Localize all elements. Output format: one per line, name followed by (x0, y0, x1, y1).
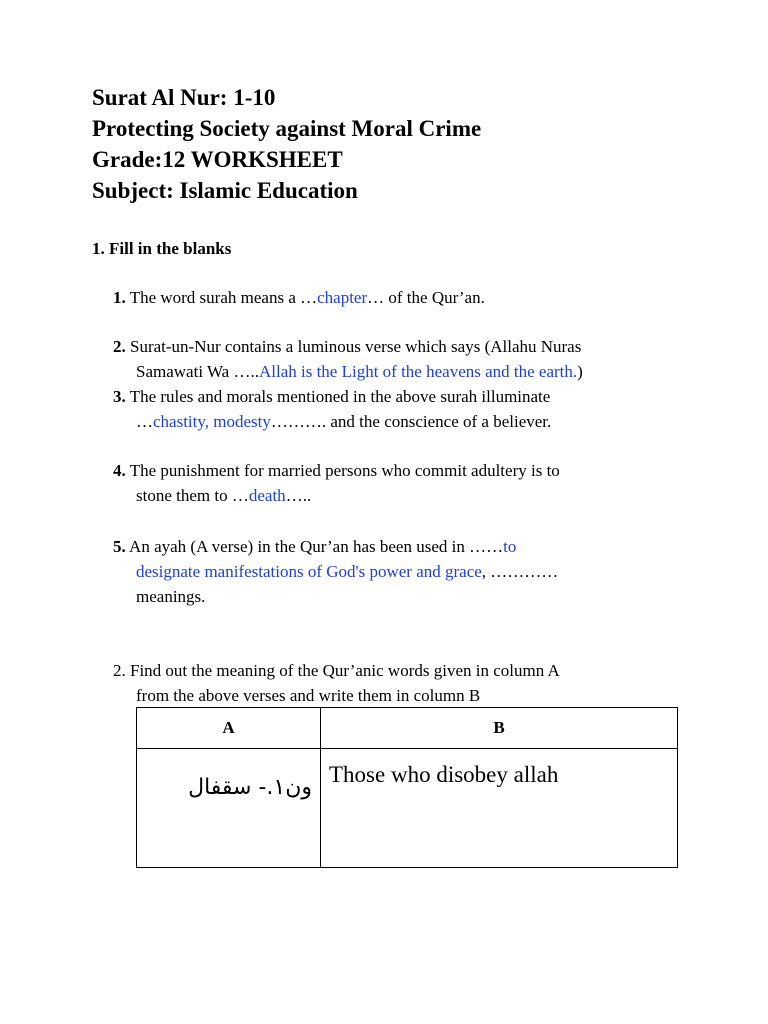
answer-text: chastity, modesty (153, 412, 271, 431)
question-text: ) (577, 362, 583, 381)
section-2-instructions (113, 658, 560, 708)
matching-table (136, 707, 678, 868)
question-2 (113, 334, 673, 384)
question-text: Surat-un-Nur contains a luminous verse which says (Allahu Nuras (125, 337, 582, 356)
question-number: 2. (113, 337, 126, 356)
section-2-line: 2. Find out the meaning of the Qur’anic words given in column A (113, 661, 560, 680)
question-text: The punishment for married persons who commit adultery is to (125, 461, 560, 480)
question-text: … (136, 412, 153, 431)
arabic-word: ون١.- سقفال (188, 775, 312, 800)
question-5 (113, 534, 673, 609)
answer-text: chapter (317, 288, 368, 307)
title-block (92, 82, 481, 206)
title-subject: Subject: Islamic Education (92, 178, 358, 203)
answer-text: Allah is the Light of the heavens and the earth. (258, 362, 578, 381)
question-number: 3. (113, 387, 126, 406)
question-text: , ………… (481, 562, 559, 581)
column-b-cell (321, 749, 678, 868)
question-3 (113, 384, 673, 434)
column-a-header: A (137, 708, 321, 749)
question-text: stone them to … (136, 486, 249, 505)
column-a-cell (137, 749, 321, 868)
answer-text: designate manifestations of God's power and grace (136, 562, 482, 581)
section-2-line: from the above verses and write them in column B (136, 686, 481, 705)
question-text: ….. (285, 486, 312, 505)
question-number: 4. (113, 461, 126, 480)
table-header-row (137, 708, 678, 749)
title-grade: Grade:12 WORKSHEET (92, 147, 343, 172)
question-4 (113, 458, 673, 508)
question-text: … of the Qur’an. (367, 288, 485, 307)
answer-text: death (248, 486, 286, 505)
question-text: Samawati Wa ….. (136, 362, 259, 381)
title-surah: Surat Al Nur: 1-10 (92, 85, 276, 110)
table-row (137, 749, 678, 868)
question-1 (113, 285, 673, 310)
question-text: meanings. (136, 587, 206, 606)
question-text: An ayah (A verse) in the Qur’an has been used in …… (125, 537, 504, 556)
question-text: The word surah means a … (125, 288, 318, 307)
title-topic: Protecting Society against Moral Crime (92, 116, 482, 141)
meaning-text: Those who disobey allah (329, 762, 559, 787)
question-text: ………. and the conscience of a believer. (270, 412, 552, 431)
question-number: 1. (113, 288, 126, 307)
answer-text: to (503, 537, 517, 556)
question-text: The rules and morals mentioned in the above surah illuminate (125, 387, 551, 406)
section-1-heading: 1. Fill in the blanks (92, 239, 232, 258)
question-number: 5. (113, 537, 126, 556)
column-b-header: B (321, 708, 678, 749)
